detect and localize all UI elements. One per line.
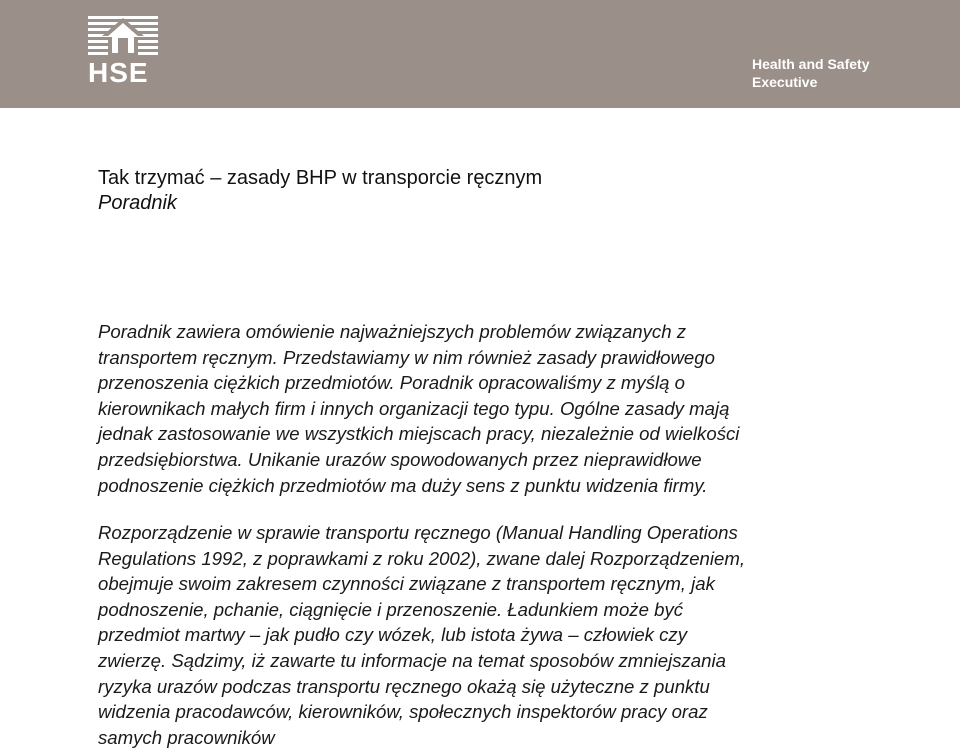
paragraph-line: kierownikach małych firm i innych organizacji tego typu. Ogólne zasady mają	[98, 397, 730, 419]
paragraph-line: Rozporządzenie w sprawie transportu ręcznego (Manual Handling Operations	[98, 522, 738, 543]
paragraph-line: przedsiębiorstwa. Unikanie urazów spowodowanych przez nieprawidłowe	[98, 448, 702, 470]
document-subtitle: Poradnik	[98, 192, 177, 214]
paragraph-line: ryzyka urazów podczas transportu ręcznego okażą się użyteczne z punktu	[98, 675, 710, 697]
document-title: Tak trzymać – zasady BHP w transporcie ręcznym	[98, 167, 543, 189]
paragraph-line: widzenia pracodawców, kierowników, społecznych inspektorów pracy oraz	[98, 701, 708, 723]
paragraph-line: jednak zastosowanie we wszystkich miejscach pracy, niezależnie od wielkości	[98, 423, 740, 445]
paragraph-line: samych pracowników	[98, 726, 275, 748]
agency-name-line-1: Health and Safety	[752, 56, 870, 72]
agency-name	[752, 55, 869, 91]
paragraph-line: przenoszenia ciężkich przedmiotów. Poradnik opracowaliśmy z myślą o	[98, 372, 685, 394]
intro-paragraph	[98, 319, 898, 498]
header-banner	[0, 0, 960, 108]
hse-logo-text: HSE	[88, 57, 149, 88]
paragraph-line: podnoszenie, pchanie, ciągnięcie i przenoszenie. Ładunkiem może być	[98, 598, 684, 620]
paragraph-line: obejmuje swoim zakresem czynności związane z transportem ręcznym, jak	[98, 573, 715, 595]
paragraph-line: zwierzę. Sądzimy, iż zawarte tu informacje na temat sposobów zmniejszania	[98, 649, 726, 671]
paragraph-line: transportem ręcznym. Przedstawiamy w nim również zasady prawidłowego	[98, 346, 715, 368]
paragraph-line: przedmiot martwy – jak pudło czy wózek, lub istota żywa – człowiek czy	[98, 624, 688, 646]
hse-emblem-icon	[88, 16, 158, 60]
agency-name-line-2: Executive	[752, 74, 818, 90]
paragraph-line: Regulations 1992, z poprawkami z roku 2002), zwane dalej Rozporządzeniem,	[98, 547, 746, 569]
paragraph-line: podnoszenie ciężkich przedmiotów ma duży sens z punktu widzenia firmy.	[98, 474, 708, 496]
document-heading	[98, 166, 542, 216]
paragraph-line: Poradnik zawiera omówienie najważniejszych problemów związanych z	[98, 321, 687, 342]
regulations-paragraph	[98, 520, 898, 750]
